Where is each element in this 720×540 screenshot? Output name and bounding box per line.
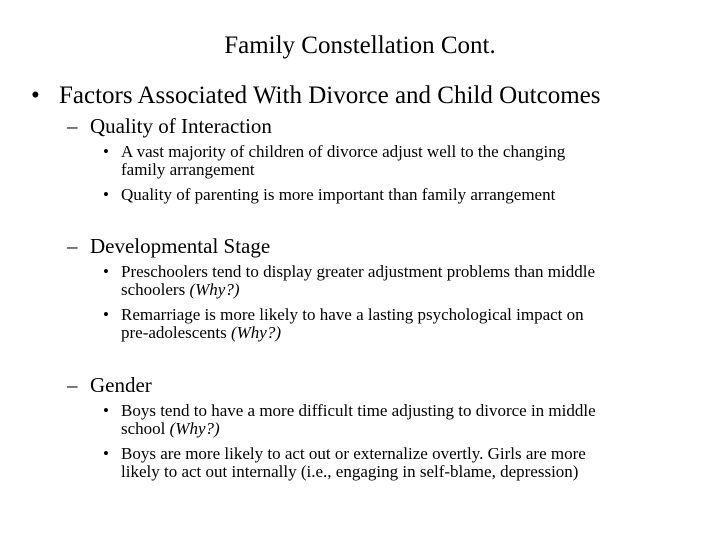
sub-bullet-line-text: pre-adolescents: [121, 323, 231, 342]
section-heading-text: Developmental Stage: [90, 234, 271, 258]
sub-bullet-quality-2: [103, 186, 703, 204]
sub-bullet-line: [103, 420, 703, 438]
why-question: (Why?): [169, 419, 220, 438]
dash-glyph: –: [67, 234, 78, 258]
sub-bullet-line: Remarriage is more likely to have a lasting psychological impact on: [121, 305, 584, 324]
sub-bullet-developmental-2: [103, 306, 703, 342]
bullet-glyph: •: [103, 142, 109, 161]
sub-bullet-line: Boys tend to have a more difficult time adjusting to divorce in middle: [121, 401, 596, 420]
bullet-glyph: •: [103, 262, 109, 281]
dash-glyph: –: [67, 373, 78, 397]
why-question: (Why?): [189, 280, 240, 299]
sub-bullet-line: Preschoolers tend to display greater adjustment problems than middle: [121, 262, 595, 281]
section-heading-gender: [67, 372, 152, 398]
sub-bullet-gender-2: [103, 445, 703, 481]
sub-bullet-line: likely to act out internally (i.e., engaging in self-blame, depression): [121, 462, 579, 481]
slide-title: Family Constellation Cont.: [224, 32, 496, 59]
bullet-glyph: •: [31, 82, 40, 109]
sub-bullet-developmental-1: [103, 263, 703, 299]
why-question: (Why?): [230, 323, 282, 342]
section-heading-text: Gender: [90, 373, 152, 397]
bullet-glyph: •: [103, 444, 109, 463]
sub-bullet-line-text: schoolers: [121, 280, 190, 299]
bullet-glyph: •: [103, 185, 109, 204]
dash-glyph: –: [67, 114, 78, 138]
main-bullet: [31, 80, 601, 112]
sub-bullet-line-text: school: [121, 419, 170, 438]
sub-bullet-line: A vast majority of children of divorce adjust well to the changing: [121, 142, 566, 161]
section-heading-text: Quality of Interaction: [90, 114, 272, 138]
bullet-glyph: •: [103, 305, 109, 324]
section-heading-quality: [67, 113, 272, 139]
bullet-glyph: •: [103, 401, 109, 420]
sub-bullet-line: Boys are more likely to act out or externalize overtly. Girls are more: [121, 444, 586, 463]
sub-bullet-line: Quality of parenting is more important than family arrangement: [121, 185, 556, 204]
sub-bullet-line: [103, 324, 703, 342]
sub-bullet-line: family arrangement: [121, 160, 255, 179]
section-heading-developmental: [67, 233, 270, 259]
main-bullet-text: Factors Associated With Divorce and Child Outcomes: [59, 82, 601, 109]
sub-bullet-gender-1: [103, 402, 703, 438]
sub-bullet-line: [103, 281, 703, 299]
sub-bullet-quality-1: [103, 143, 703, 179]
